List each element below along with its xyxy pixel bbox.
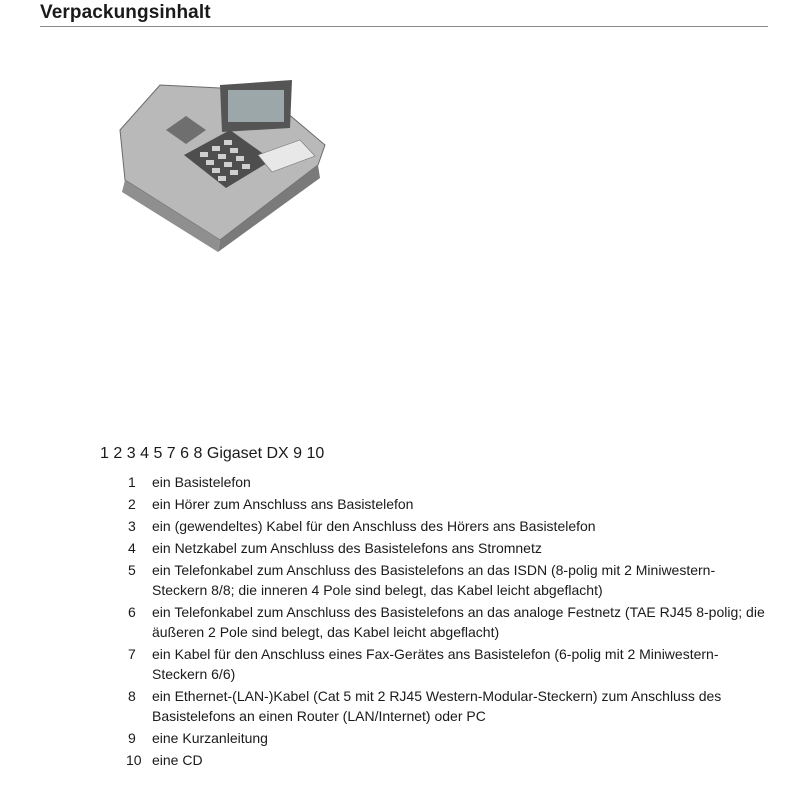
badge-2 xyxy=(113,445,324,462)
package-contents-illustration xyxy=(100,60,740,462)
badge-10-label: 10 xyxy=(306,445,325,462)
badge-7-label: 7 xyxy=(166,445,176,462)
item-number: 8 xyxy=(128,688,136,704)
item-number: 6 xyxy=(128,604,136,620)
badge-9 xyxy=(293,445,324,462)
item-number: 5 xyxy=(128,562,136,578)
page-title: Verpackungsinhalt xyxy=(40,2,211,23)
badge-3-label: 3 xyxy=(126,445,136,462)
item-number: 10 xyxy=(126,752,142,768)
list-item xyxy=(128,560,768,600)
handset-image xyxy=(113,445,324,462)
badge-8-label: 8 xyxy=(193,445,203,462)
contents-list xyxy=(128,472,768,772)
item-text: ein Kabel für den Anschluss eines Fax-Gerätes ans Basistelefon (6-polig mit 2 Miniwestern-Steckern 6/6) xyxy=(152,646,719,682)
item-text: eine CD xyxy=(152,752,203,768)
list-item xyxy=(128,516,768,536)
item-text: ein Netzkabel zum Anschluss des Basistelefons ans Stromnetz xyxy=(152,540,542,556)
list-item xyxy=(128,728,768,748)
title-divider xyxy=(40,26,768,27)
list-item xyxy=(128,494,768,514)
list-item xyxy=(128,472,768,492)
badge-4 xyxy=(140,445,324,462)
item-number: 1 xyxy=(128,474,136,490)
item-text: ein (gewendeltes) Kabel für den Anschluss des Hörers ans Basistelefon xyxy=(152,518,596,534)
item-text: ein Hörer zum Anschluss ans Basistelefon xyxy=(152,496,414,512)
item-number: 9 xyxy=(128,730,136,746)
badge-9-label: 9 xyxy=(293,445,303,462)
list-item xyxy=(128,538,768,558)
badge-6 xyxy=(180,445,324,462)
badge-8 xyxy=(194,445,325,462)
list-item xyxy=(128,686,768,726)
badge-10 xyxy=(307,445,325,462)
item-text: ein Ethernet-(LAN-)Kabel (Cat 5 mit 2 RJ45 Western-Modular-Steckern) zum Anschluss des Basistelefons an einen Router (LAN/Internet) oder PC xyxy=(152,688,722,724)
item-text: ein Telefonkabel zum Anschluss des Basistelefons an das analoge Festnetz (TAE RJ45 8-polig; die äußeren 2 Pole sind belegt, das Kabel leicht abgeflacht) xyxy=(152,604,765,640)
item-number: 4 xyxy=(128,540,136,556)
item-text: ein Telefonkabel zum Anschluss des Basistelefons an das ISDN (8-polig mit 2 Miniwestern-Steckern 8/8; die inneren 4 Pole sind belegt, das Kabel leicht abgeflacht) xyxy=(152,562,716,598)
page-header xyxy=(40,0,768,28)
item-number: 3 xyxy=(128,518,136,534)
badge-1 xyxy=(100,445,324,462)
badge-4-label: 4 xyxy=(140,445,149,462)
item-number: 7 xyxy=(128,646,136,662)
item-number: 2 xyxy=(128,496,136,512)
list-item xyxy=(128,602,768,642)
item-text: eine Kurzanleitung xyxy=(152,730,268,746)
badge-7 xyxy=(167,445,325,462)
package-contents-drawing xyxy=(100,60,740,440)
badge-5 xyxy=(153,445,324,462)
badge-3 xyxy=(127,445,325,462)
badge-2-label: 2 xyxy=(113,445,123,462)
list-item xyxy=(128,750,768,770)
base-phone-image xyxy=(120,80,325,252)
badge-5-label: 5 xyxy=(153,445,163,462)
cd-label-short: DX xyxy=(266,445,289,462)
cd-label: Gigaset xyxy=(206,445,263,462)
quick-guide-image xyxy=(207,445,293,462)
badge-6-label: 6 xyxy=(180,445,190,462)
badge-1-label: 1 xyxy=(100,445,109,462)
list-item xyxy=(128,644,768,684)
item-text: ein Basistelefon xyxy=(152,474,251,490)
